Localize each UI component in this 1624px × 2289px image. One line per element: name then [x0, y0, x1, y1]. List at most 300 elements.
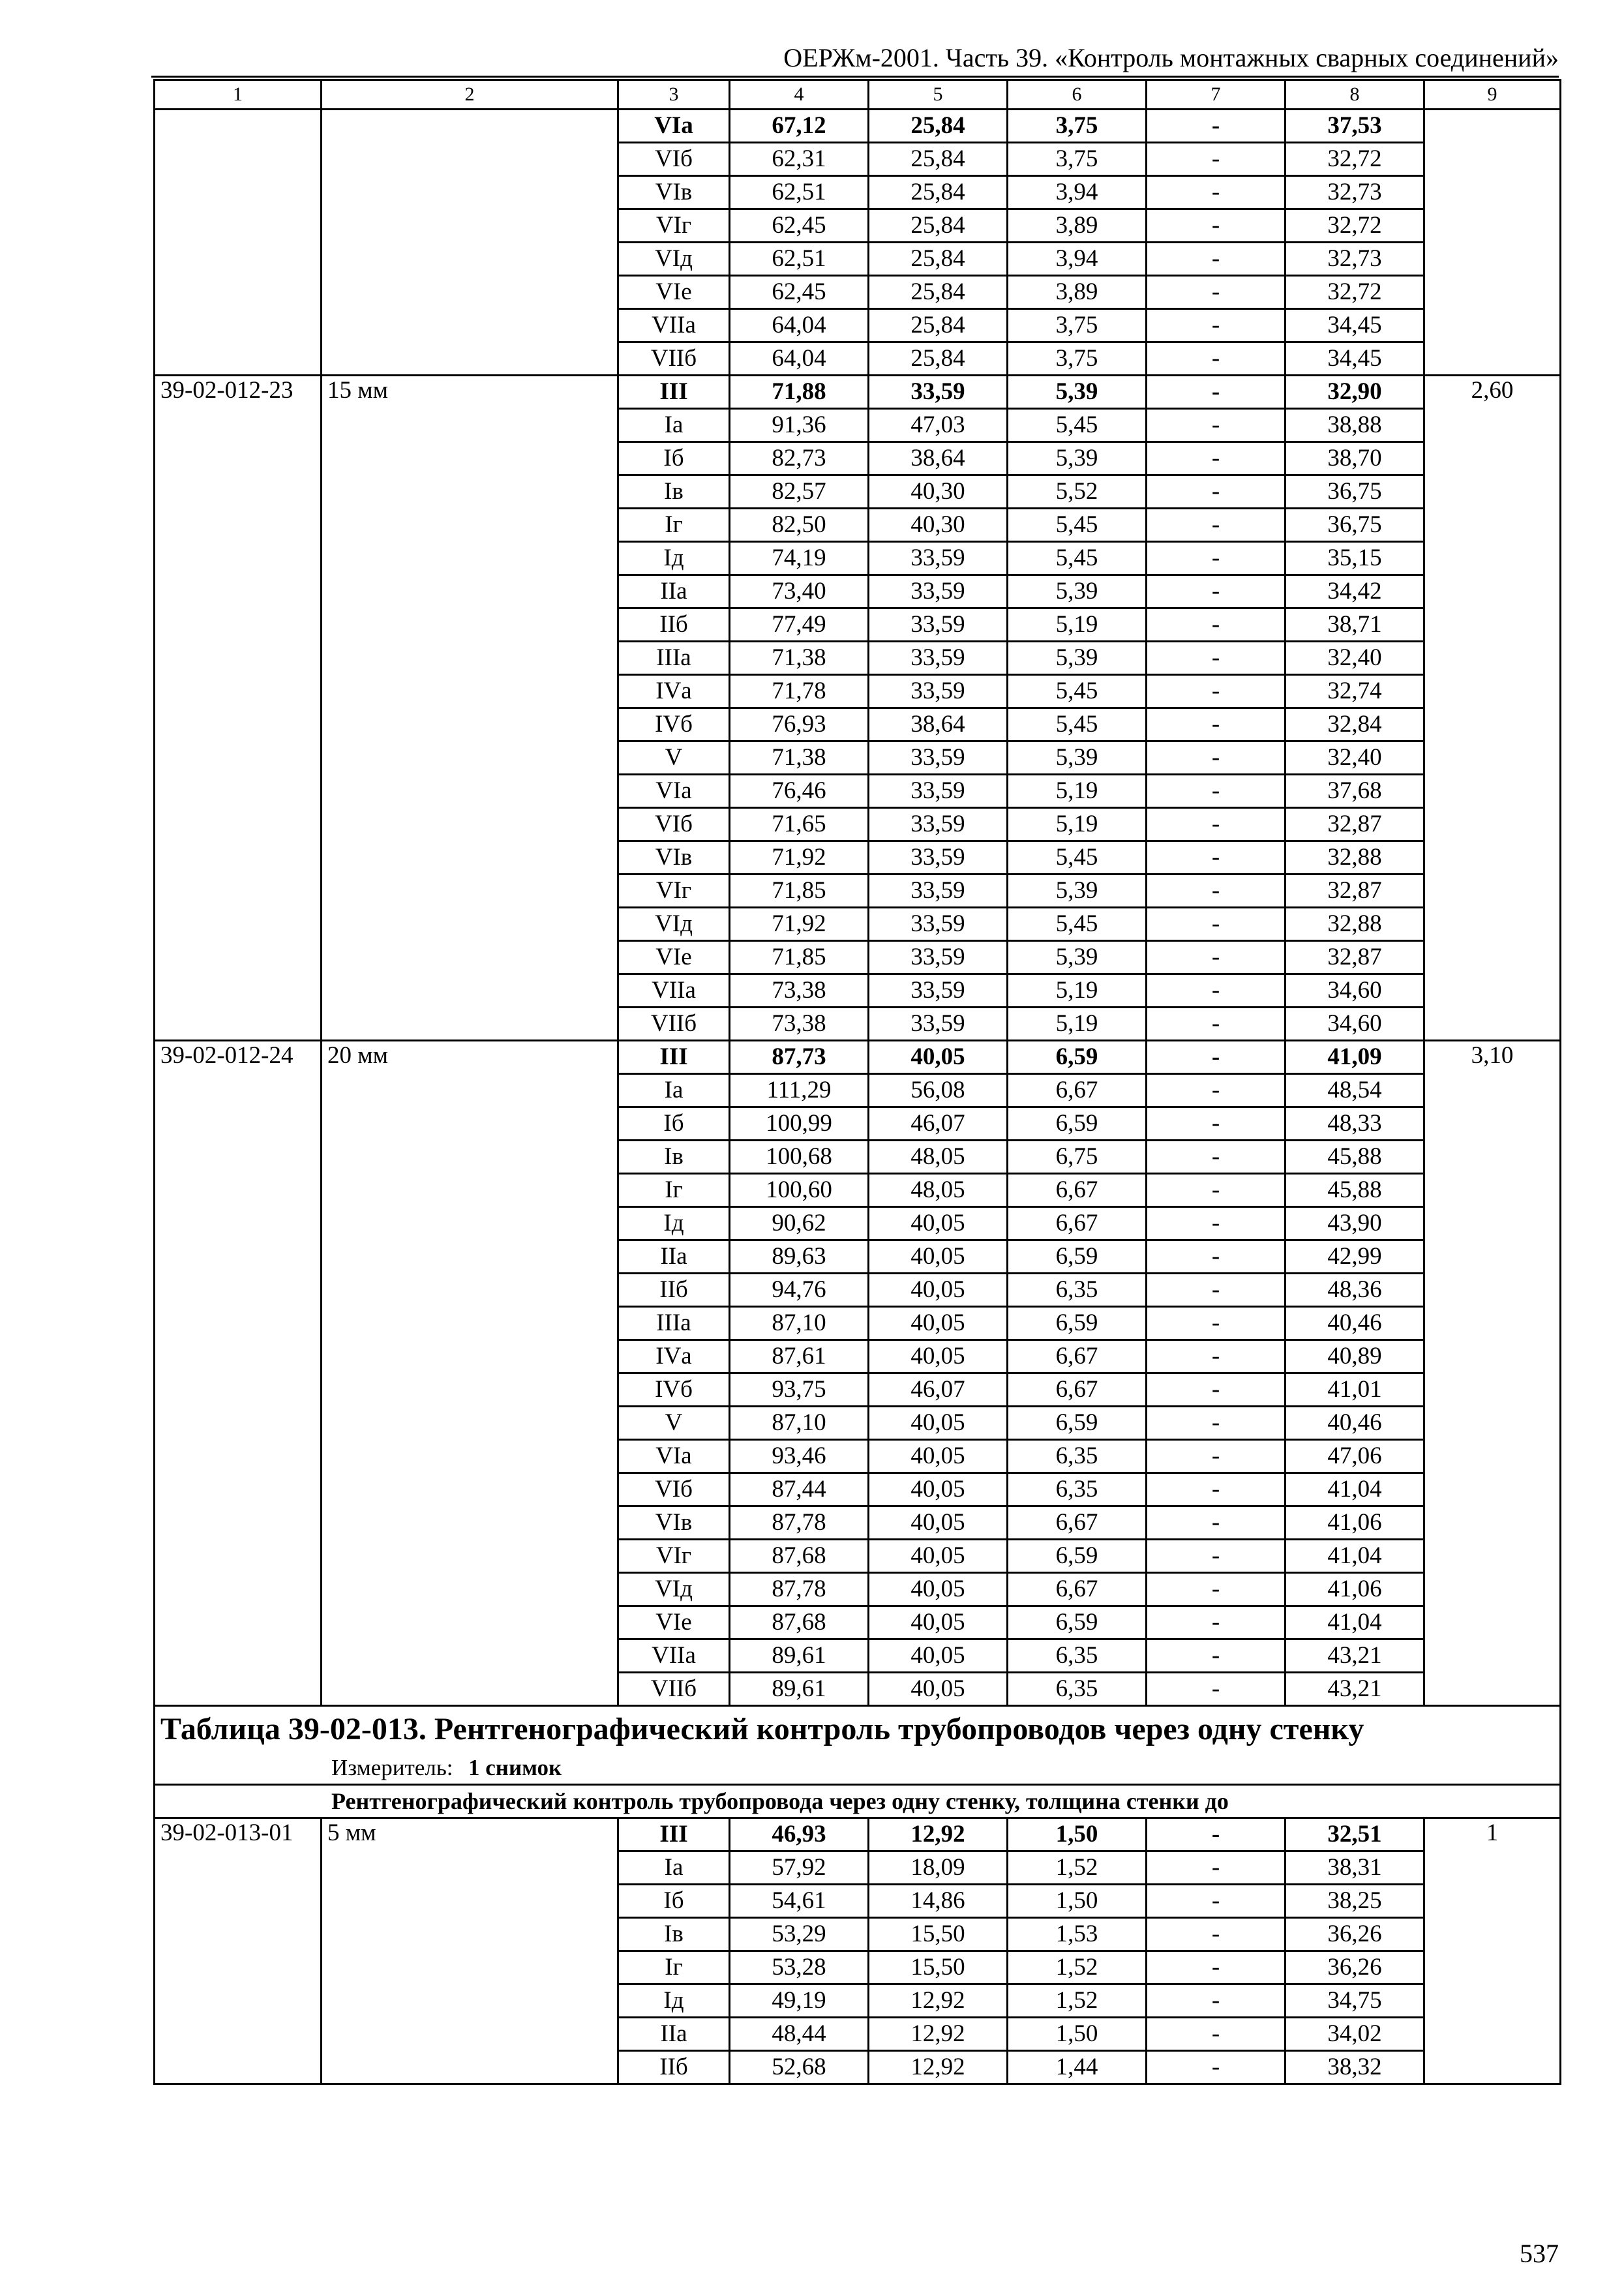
value-cell: 5,52	[1008, 475, 1147, 509]
value-cell: 32,90	[1286, 376, 1424, 409]
value-cell: 38,88	[1286, 409, 1424, 442]
value-cell: 1,53	[1008, 1918, 1147, 1951]
value-cell: 40,05	[869, 1407, 1008, 1440]
value-cell: 12,92	[869, 2051, 1008, 2084]
value-cell: 5,39	[1008, 642, 1147, 675]
value-cell: 32,73	[1286, 243, 1424, 276]
value-cell: 1,44	[1008, 2051, 1147, 2084]
value-cell: 48,05	[869, 1141, 1008, 1174]
value-cell: 87,44	[730, 1473, 869, 1506]
rates-table	[153, 79, 1561, 2085]
zone-cell: IIб	[618, 608, 730, 642]
zone-cell: Iб	[618, 1885, 730, 1918]
value-cell: 40,05	[869, 1207, 1008, 1240]
zone-cell: IVб	[618, 708, 730, 741]
value-cell: 6,59	[1008, 1307, 1147, 1340]
zone-cell: VIIб	[618, 1673, 730, 1706]
value-cell: 6,59	[1008, 1407, 1147, 1440]
table-title-row	[155, 1706, 1561, 1753]
zone-cell: VIв	[618, 841, 730, 875]
value-cell: -	[1147, 941, 1286, 974]
zone-cell: IIIа	[618, 642, 730, 675]
value-cell: 6,75	[1008, 1141, 1147, 1174]
page-number: 537	[1520, 2239, 1559, 2268]
value-cell: 71,85	[730, 941, 869, 974]
value-cell: -	[1147, 875, 1286, 908]
zone-cell: VIг	[618, 1540, 730, 1573]
value-cell: 87,68	[730, 1606, 869, 1639]
value-cell: 6,67	[1008, 1573, 1147, 1606]
value-cell: 32,88	[1286, 841, 1424, 875]
column-number: 8	[1286, 80, 1424, 110]
value-cell: 40,05	[869, 1573, 1008, 1606]
value-cell: 35,15	[1286, 542, 1424, 575]
value-cell: -	[1147, 1407, 1286, 1440]
value-cell: 33,59	[869, 1008, 1008, 1041]
value-cell: 47,03	[869, 409, 1008, 442]
value-cell: 40,05	[869, 1473, 1008, 1506]
value-cell: -	[1147, 642, 1286, 675]
table-row	[155, 1041, 1561, 1074]
value-cell: -	[1147, 1473, 1286, 1506]
value-cell: 32,72	[1286, 209, 1424, 243]
value-cell: 33,59	[869, 974, 1008, 1008]
value-cell: 6,67	[1008, 1506, 1147, 1540]
zone-cell: VIг	[618, 209, 730, 243]
column-number: 5	[869, 80, 1008, 110]
value-cell: 34,60	[1286, 974, 1424, 1008]
value-cell: 6,67	[1008, 1340, 1147, 1373]
value-cell: -	[1147, 1141, 1286, 1174]
value-cell: 100,60	[730, 1174, 869, 1207]
value-cell: 43,21	[1286, 1639, 1424, 1673]
value-cell: 33,59	[869, 542, 1008, 575]
zone-cell: IIIа	[618, 1307, 730, 1340]
value-cell: 62,51	[730, 176, 869, 209]
value-cell: 71,88	[730, 376, 869, 409]
value-cell: 1,50	[1008, 1818, 1147, 1851]
value-cell: 12,92	[869, 1818, 1008, 1851]
value-cell: 82,57	[730, 475, 869, 509]
value-cell: 38,71	[1286, 608, 1424, 642]
value-cell: 5,45	[1008, 509, 1147, 542]
section-heading-row	[155, 1785, 1561, 1818]
value-cell: 76,93	[730, 708, 869, 741]
value-cell: 6,67	[1008, 1373, 1147, 1407]
value-cell: 40,05	[869, 1307, 1008, 1340]
value-cell: 36,75	[1286, 509, 1424, 542]
value-cell: 32,72	[1286, 143, 1424, 176]
value-cell: 87,73	[730, 1041, 869, 1074]
value-cell: 67,12	[730, 110, 869, 143]
value-cell: 33,59	[869, 675, 1008, 708]
value-cell: 56,08	[869, 1074, 1008, 1107]
value-cell: 36,26	[1286, 1951, 1424, 1984]
value-cell: 5,39	[1008, 875, 1147, 908]
value-cell: 34,75	[1286, 1984, 1424, 2018]
value-cell: 53,29	[730, 1918, 869, 1951]
value-cell: 32,40	[1286, 642, 1424, 675]
value-cell: 62,45	[730, 276, 869, 309]
unit-row	[155, 1752, 1561, 1785]
value-cell: 6,67	[1008, 1207, 1147, 1240]
value-cell: 41,04	[1286, 1540, 1424, 1573]
value-cell: 100,99	[730, 1107, 869, 1141]
value-cell: 3,89	[1008, 276, 1147, 309]
value-cell: 25,84	[869, 209, 1008, 243]
value-cell: 6,59	[1008, 1041, 1147, 1074]
value-cell: -	[1147, 1506, 1286, 1540]
zone-cell: VIе	[618, 1606, 730, 1639]
value-cell: 6,35	[1008, 1440, 1147, 1473]
zone-cell: IVа	[618, 1340, 730, 1373]
value-cell: 33,59	[869, 575, 1008, 608]
rate-total: 3,10	[1424, 1041, 1561, 1706]
value-cell: 3,75	[1008, 309, 1147, 342]
value-cell: -	[1147, 974, 1286, 1008]
zone-cell: VIд	[618, 243, 730, 276]
value-cell: 38,70	[1286, 442, 1424, 475]
value-cell: 38,25	[1286, 1885, 1424, 1918]
value-cell: 33,59	[869, 908, 1008, 941]
value-cell: 1,52	[1008, 1951, 1147, 1984]
value-cell: -	[1147, 409, 1286, 442]
value-cell: 40,05	[869, 1041, 1008, 1074]
zone-cell: VIв	[618, 1506, 730, 1540]
zone-cell: Iв	[618, 475, 730, 509]
rate-total: 2,60	[1424, 376, 1561, 1041]
rate-total: 1	[1424, 1818, 1561, 2084]
value-cell: 76,46	[730, 775, 869, 808]
value-cell: 87,78	[730, 1506, 869, 1540]
value-cell: 15,50	[869, 1951, 1008, 1984]
value-cell: 1,52	[1008, 1984, 1147, 2018]
value-cell: 6,59	[1008, 1107, 1147, 1141]
zone-cell: IIа	[618, 2018, 730, 2051]
value-cell: 5,45	[1008, 908, 1147, 941]
value-cell: 73,38	[730, 974, 869, 1008]
value-cell: -	[1147, 1373, 1286, 1407]
value-cell: 25,84	[869, 309, 1008, 342]
value-cell: -	[1147, 243, 1286, 276]
value-cell: 6,59	[1008, 1240, 1147, 1274]
value-cell: 71,38	[730, 642, 869, 675]
zone-cell: Iв	[618, 1918, 730, 1951]
value-cell: -	[1147, 1918, 1286, 1951]
value-cell: 32,87	[1286, 875, 1424, 908]
value-cell: -	[1147, 143, 1286, 176]
column-number: 3	[618, 80, 730, 110]
value-cell: 3,94	[1008, 243, 1147, 276]
value-cell: 40,05	[869, 1274, 1008, 1307]
value-cell: -	[1147, 841, 1286, 875]
value-cell: 41,06	[1286, 1506, 1424, 1540]
value-cell: 40,89	[1286, 1340, 1424, 1373]
value-cell: 6,67	[1008, 1074, 1147, 1107]
zone-cell: Iг	[618, 509, 730, 542]
value-cell: 32,87	[1286, 941, 1424, 974]
value-cell: 90,62	[730, 1207, 869, 1240]
zone-cell: VIа	[618, 110, 730, 143]
value-cell: 33,59	[869, 841, 1008, 875]
value-cell: 46,93	[730, 1818, 869, 1851]
zone-cell: VIд	[618, 908, 730, 941]
zone-cell: IIа	[618, 575, 730, 608]
value-cell: 25,84	[869, 276, 1008, 309]
value-cell: 6,35	[1008, 1639, 1147, 1673]
value-cell: 6,59	[1008, 1540, 1147, 1573]
value-cell: -	[1147, 1174, 1286, 1207]
value-cell: -	[1147, 1041, 1286, 1074]
value-cell: 42,99	[1286, 1240, 1424, 1274]
rate-code: 39-02-013-01	[155, 1818, 322, 2084]
value-cell: -	[1147, 376, 1286, 409]
value-cell: 82,73	[730, 442, 869, 475]
value-cell: 87,68	[730, 1540, 869, 1573]
zone-cell: III	[618, 1818, 730, 1851]
value-cell: 32,84	[1286, 708, 1424, 741]
zone-cell: Iд	[618, 1984, 730, 2018]
zone-cell: IVб	[618, 1373, 730, 1407]
value-cell: -	[1147, 1340, 1286, 1373]
value-cell: -	[1147, 908, 1286, 941]
zone-cell: IVа	[618, 675, 730, 708]
zone-cell: V	[618, 741, 730, 775]
value-cell: 62,31	[730, 143, 869, 176]
zone-cell: VIд	[618, 1573, 730, 1606]
rate-code	[155, 110, 322, 376]
value-cell: 93,46	[730, 1440, 869, 1473]
value-cell: 33,59	[869, 875, 1008, 908]
zone-cell: VIе	[618, 941, 730, 974]
value-cell: 3,75	[1008, 110, 1147, 143]
value-cell: 54,61	[730, 1885, 869, 1918]
zone-cell: VIб	[618, 808, 730, 841]
value-cell: 18,09	[869, 1851, 1008, 1885]
value-cell: 32,87	[1286, 808, 1424, 841]
value-cell: 3,94	[1008, 176, 1147, 209]
value-cell: 41,06	[1286, 1573, 1424, 1606]
zone-cell: VIIа	[618, 1639, 730, 1673]
value-cell: 71,38	[730, 741, 869, 775]
value-cell: 15,50	[869, 1918, 1008, 1951]
value-cell: -	[1147, 1540, 1286, 1573]
value-cell: 5,39	[1008, 741, 1147, 775]
value-cell: 34,02	[1286, 2018, 1424, 2051]
value-cell: -	[1147, 775, 1286, 808]
value-cell: 87,61	[730, 1340, 869, 1373]
value-cell: 3,75	[1008, 143, 1147, 176]
value-cell: 40,30	[869, 475, 1008, 509]
value-cell: -	[1147, 1240, 1286, 1274]
zone-cell: IIб	[618, 1274, 730, 1307]
zone-cell: III	[618, 376, 730, 409]
value-cell: 5,39	[1008, 376, 1147, 409]
value-cell: -	[1147, 1639, 1286, 1673]
value-cell: 32,72	[1286, 276, 1424, 309]
zone-cell: VIв	[618, 176, 730, 209]
value-cell: -	[1147, 442, 1286, 475]
value-cell: -	[1147, 741, 1286, 775]
rate-parameter: 15 мм	[322, 376, 618, 1041]
value-cell: 48,33	[1286, 1107, 1424, 1141]
value-cell: 6,59	[1008, 1606, 1147, 1639]
unit-cell	[155, 1752, 1561, 1785]
table-title: Таблица 39-02-013. Рентгенографический контроль трубопроводов через одну стенку	[155, 1706, 1561, 1753]
value-cell: 37,53	[1286, 110, 1424, 143]
value-cell: 5,19	[1008, 808, 1147, 841]
value-cell: 5,19	[1008, 775, 1147, 808]
value-cell: -	[1147, 1207, 1286, 1240]
value-cell: -	[1147, 509, 1286, 542]
value-cell: -	[1147, 1274, 1286, 1307]
value-cell: -	[1147, 575, 1286, 608]
rate-total	[1424, 110, 1561, 376]
rate-code: 39-02-012-23	[155, 376, 322, 1041]
value-cell: 5,19	[1008, 1008, 1147, 1041]
value-cell: 41,04	[1286, 1606, 1424, 1639]
value-cell: 48,44	[730, 2018, 869, 2051]
value-cell: 38,64	[869, 708, 1008, 741]
value-cell: 71,92	[730, 908, 869, 941]
value-cell: -	[1147, 176, 1286, 209]
value-cell: 41,09	[1286, 1041, 1424, 1074]
value-cell: 25,84	[869, 176, 1008, 209]
column-number: 9	[1424, 80, 1561, 110]
value-cell: -	[1147, 675, 1286, 708]
value-cell: 100,68	[730, 1141, 869, 1174]
value-cell: 38,31	[1286, 1851, 1424, 1885]
value-cell: 57,92	[730, 1851, 869, 1885]
value-cell: 5,39	[1008, 442, 1147, 475]
value-cell: 36,26	[1286, 1918, 1424, 1951]
value-cell: -	[1147, 209, 1286, 243]
table-row	[155, 376, 1561, 409]
value-cell: 1,50	[1008, 2018, 1147, 2051]
zone-cell: VIе	[618, 276, 730, 309]
zone-cell: Iб	[618, 442, 730, 475]
value-cell: 40,46	[1286, 1307, 1424, 1340]
value-cell: -	[1147, 309, 1286, 342]
value-cell: 5,45	[1008, 675, 1147, 708]
value-cell: 71,78	[730, 675, 869, 708]
value-cell: 64,04	[730, 342, 869, 376]
value-cell: 25,84	[869, 342, 1008, 376]
zone-cell: VIа	[618, 1440, 730, 1473]
value-cell: 37,68	[1286, 775, 1424, 808]
value-cell: 5,45	[1008, 409, 1147, 442]
value-cell: 91,36	[730, 409, 869, 442]
page-header	[151, 37, 1559, 78]
zone-cell: VIа	[618, 775, 730, 808]
rate-code: 39-02-012-24	[155, 1041, 322, 1706]
zone-cell: Iа	[618, 1074, 730, 1107]
zone-cell: VIб	[618, 1473, 730, 1506]
value-cell: 38,32	[1286, 2051, 1424, 2084]
value-cell: 25,84	[869, 243, 1008, 276]
value-cell: -	[1147, 475, 1286, 509]
value-cell: 34,60	[1286, 1008, 1424, 1041]
value-cell: 71,65	[730, 808, 869, 841]
value-cell: 12,92	[869, 2018, 1008, 2051]
rate-parameter: 20 мм	[322, 1041, 618, 1706]
unit-label: Измеритель:	[331, 1755, 453, 1780]
value-cell: 34,45	[1286, 342, 1424, 376]
value-cell: 40,05	[869, 1506, 1008, 1540]
value-cell: 5,45	[1008, 708, 1147, 741]
value-cell: 6,35	[1008, 1473, 1147, 1506]
value-cell: 94,76	[730, 1274, 869, 1307]
value-cell: 5,19	[1008, 608, 1147, 642]
value-cell: 40,05	[869, 1673, 1008, 1706]
value-cell: 45,88	[1286, 1141, 1424, 1174]
value-cell: 46,07	[869, 1373, 1008, 1407]
value-cell: 87,10	[730, 1407, 869, 1440]
column-number: 6	[1008, 80, 1147, 110]
value-cell: -	[1147, 1951, 1286, 1984]
value-cell: -	[1147, 1307, 1286, 1340]
value-cell: -	[1147, 2018, 1286, 2051]
value-cell: 14,86	[869, 1885, 1008, 1918]
value-cell: 62,51	[730, 243, 869, 276]
value-cell: 87,10	[730, 1307, 869, 1340]
value-cell: 12,92	[869, 1984, 1008, 2018]
value-cell: 74,19	[730, 542, 869, 575]
value-cell: 32,40	[1286, 741, 1424, 775]
zone-cell: VIб	[618, 143, 730, 176]
value-cell: 40,30	[869, 509, 1008, 542]
value-cell: 111,29	[730, 1074, 869, 1107]
value-cell: 1,50	[1008, 1885, 1147, 1918]
value-cell: 3,75	[1008, 342, 1147, 376]
value-cell: -	[1147, 1984, 1286, 2018]
value-cell: -	[1147, 110, 1286, 143]
value-cell: -	[1147, 276, 1286, 309]
value-cell: 32,73	[1286, 176, 1424, 209]
value-cell: -	[1147, 2051, 1286, 2084]
value-cell: 73,40	[730, 575, 869, 608]
column-number: 1	[155, 80, 322, 110]
value-cell: 33,59	[869, 608, 1008, 642]
value-cell: 34,45	[1286, 309, 1424, 342]
value-cell: 62,45	[730, 209, 869, 243]
value-cell: 48,05	[869, 1174, 1008, 1207]
value-cell: 33,59	[869, 775, 1008, 808]
value-cell: 32,88	[1286, 908, 1424, 941]
value-cell: 5,45	[1008, 841, 1147, 875]
value-cell: -	[1147, 1440, 1286, 1473]
value-cell: 3,89	[1008, 209, 1147, 243]
value-cell: 6,35	[1008, 1673, 1147, 1706]
zone-cell: VIIб	[618, 342, 730, 376]
value-cell: 25,84	[869, 143, 1008, 176]
zone-cell: VIIа	[618, 309, 730, 342]
value-cell: 49,19	[730, 1984, 869, 2018]
value-cell: 47,06	[1286, 1440, 1424, 1473]
value-cell: 64,04	[730, 309, 869, 342]
value-cell: 5,39	[1008, 941, 1147, 974]
value-cell: 48,54	[1286, 1074, 1424, 1107]
column-number: 7	[1147, 80, 1286, 110]
value-cell: 46,07	[869, 1107, 1008, 1141]
value-cell: 53,28	[730, 1951, 869, 1984]
value-cell: -	[1147, 808, 1286, 841]
value-cell: -	[1147, 1008, 1286, 1041]
value-cell: 33,59	[869, 376, 1008, 409]
value-cell: 36,75	[1286, 475, 1424, 509]
zone-cell: III	[618, 1041, 730, 1074]
zone-cell: Iб	[618, 1107, 730, 1141]
